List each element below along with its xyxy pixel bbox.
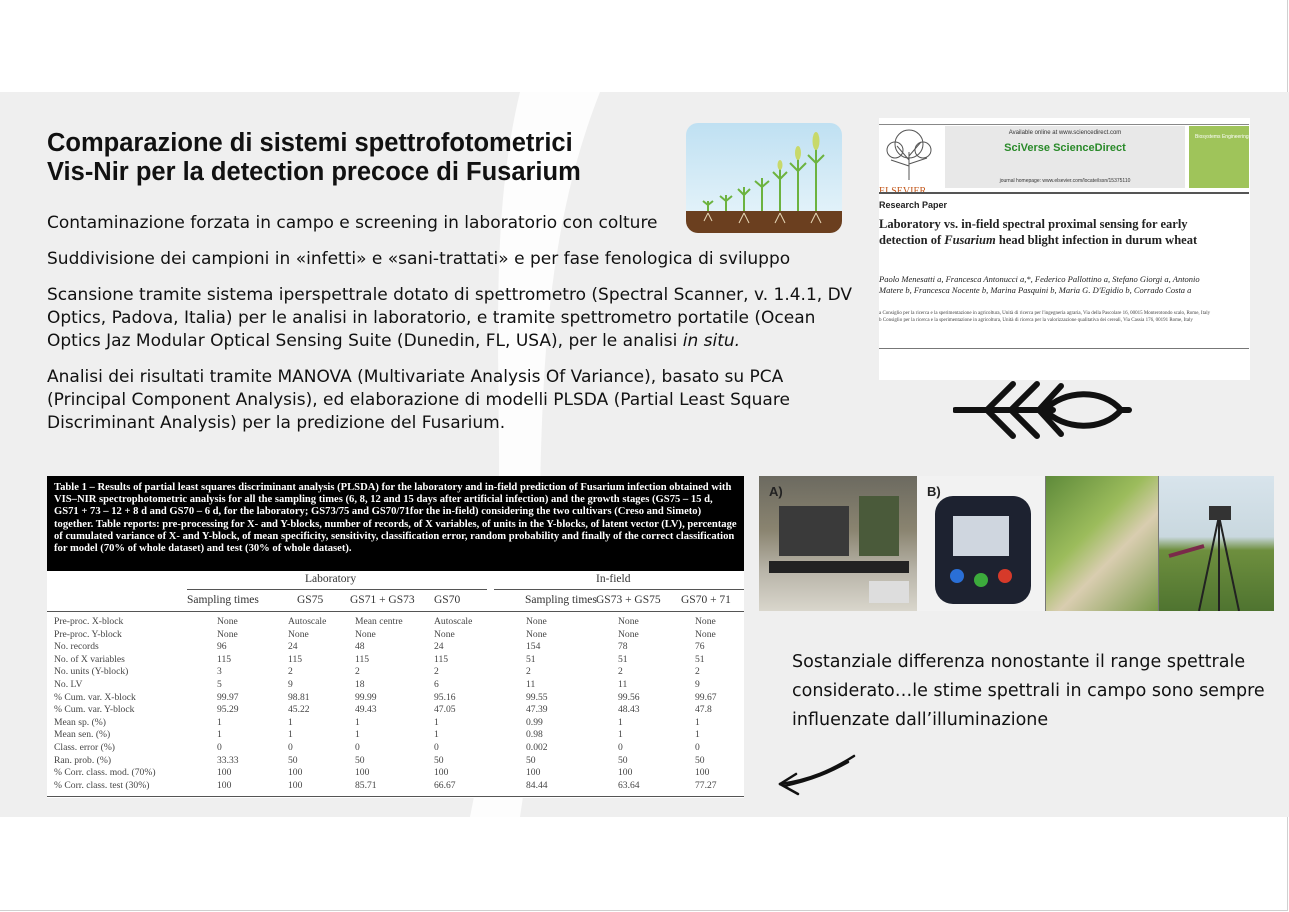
table-cell: 50 xyxy=(355,754,365,766)
table-cell: None xyxy=(695,616,716,627)
table-cell: 115 xyxy=(217,653,232,665)
table-cell: 50 xyxy=(695,754,705,766)
table-cell: 99.55 xyxy=(526,691,548,703)
table-cell: 99.67 xyxy=(695,691,717,703)
table-row-label: Mean sen. (%) xyxy=(54,729,111,741)
journal-homepage-text: journal homepage: www.elsevier.com/locate/issn/15375110 xyxy=(999,178,1131,184)
table-cell: 5 xyxy=(217,679,222,690)
table-row-label: No. of X variables xyxy=(54,653,125,665)
title-line-1: Comparazione di sistemi spettrofotometrici xyxy=(47,129,573,157)
table-cell: 100 xyxy=(695,767,710,779)
table-cell: 50 xyxy=(434,754,444,766)
column-header: Sampling times xyxy=(187,594,259,606)
table-cell: 50 xyxy=(288,754,298,766)
table-cell: 1 xyxy=(618,729,623,741)
table-cell: 51 xyxy=(695,653,705,665)
table-cell: 2 xyxy=(618,666,623,678)
table-cell: 0 xyxy=(217,742,222,753)
table-row-label: No. units (Y-block) xyxy=(54,666,129,678)
photo-label-b: B) xyxy=(927,484,941,499)
table-cell: 9 xyxy=(695,679,700,690)
table-cell: 3 xyxy=(217,666,222,678)
title-line-2: Vis-Nir per la detection precoce di Fusarium xyxy=(47,158,581,186)
table-cell: Autoscale xyxy=(288,616,327,627)
results-table xyxy=(47,476,744,798)
table-cell: 45.22 xyxy=(288,704,310,716)
table-cell: 98.81 xyxy=(288,691,310,703)
table-cell: 47.8 xyxy=(695,704,712,716)
table-cell: 51 xyxy=(618,653,628,665)
table-cell: None xyxy=(526,616,547,627)
paper-type: Research Paper xyxy=(879,200,948,210)
table-cell: 0 xyxy=(695,742,700,753)
field-tripod-photo xyxy=(1159,476,1274,611)
bullet-3-text: Scansione tramite sistema iperspettrale dotato di spettrometro (Spectral Scanner, v. 1.4.1, DV Optics, Padova, Italia) per le analisi in laboratorio, e tramite spettrometro portatile (Ocean Optics Jaz Modular Optical Sensing Suite (Dunedin, FL, USA), per le analisi xyxy=(47,285,853,351)
table-cell: 2 xyxy=(355,666,360,678)
table-cell: 1 xyxy=(355,729,360,741)
bullet-list xyxy=(47,212,867,448)
table-cell: None xyxy=(695,628,716,640)
column-header: GS70 xyxy=(434,594,461,606)
table-cell: 66.67 xyxy=(434,779,456,791)
table-cell: 96 xyxy=(217,641,227,653)
table-cell: 48.43 xyxy=(618,704,640,716)
table-cell: 154 xyxy=(526,641,541,653)
table-row-label: Pre-proc. X-block xyxy=(54,616,124,627)
bullet-3-italic: in situ. xyxy=(682,331,741,351)
column-header: Sampling times xyxy=(525,594,597,606)
table-cell: 99.56 xyxy=(618,691,640,703)
journal-cover-thumbnail: Biosystems Engineering xyxy=(1189,126,1249,188)
table-cell: 1 xyxy=(355,716,360,728)
table-cell: None xyxy=(618,628,639,640)
table-cell: 49.43 xyxy=(355,704,377,716)
table-cell: 100 xyxy=(288,779,303,791)
table-cell: Autoscale xyxy=(434,616,473,627)
group-rule-laboratory xyxy=(187,589,487,590)
elsevier-wordmark: ELSEVIER xyxy=(879,186,927,197)
table-cell: 0.99 xyxy=(526,716,543,728)
table-cell: None xyxy=(288,628,309,640)
portable-spectrometer-photo xyxy=(917,476,1045,611)
slide-title xyxy=(47,129,581,187)
table-cell: 99.99 xyxy=(355,691,377,703)
affiliation-a: a Consiglio per la ricerca e la sperimentazione in agricoltura, Unità di ricerca per l'ingegneria agraria, Via della Pascolare 16, 00015 Monterotondo scalo, Rome, Italy xyxy=(879,311,1211,316)
table-cell: 33.33 xyxy=(217,754,239,766)
table-cell: 24 xyxy=(434,641,444,653)
table-cell: 76 xyxy=(695,641,705,653)
column-header: GS70 + 71 xyxy=(681,594,731,606)
table-cell: 47.05 xyxy=(434,704,456,716)
bullet-4: Analisi dei risultati tramite MANOVA (Multivariate Analysis Of Variance), basato su PCA (Principal Component Analysis), ed elaborazione di modelli PLSDA (Partial Least Square Discriminant Analysis) per la predizione del Fusarium. xyxy=(47,367,790,433)
table-cell: 48 xyxy=(355,641,365,653)
arrow-left-icon xyxy=(770,752,860,806)
table-cell: Mean centre xyxy=(355,616,403,627)
table-cell: 100 xyxy=(618,767,633,779)
available-online-text: Available online at www.sciencedirect.com xyxy=(1008,130,1122,136)
table-cell: 1 xyxy=(288,729,293,741)
table-row-label: Ran. prob. (%) xyxy=(54,754,112,766)
table-cell: 115 xyxy=(355,653,370,665)
table-row-label: Mean sp. (%) xyxy=(54,716,106,728)
paper-header-image xyxy=(879,118,1250,380)
table-cell: 2 xyxy=(526,666,531,678)
table-row-label: % Corr. class. mod. (70%) xyxy=(54,767,156,779)
table-cell: 2 xyxy=(434,666,439,678)
table-cell: 1 xyxy=(217,716,222,728)
table-cell: 77.27 xyxy=(695,779,717,791)
table-cell: 100 xyxy=(217,767,232,779)
photo-label-a: A) xyxy=(769,484,783,499)
leaf-measurement-photo xyxy=(1046,476,1158,611)
table-cell: 95.16 xyxy=(434,691,456,703)
table-cell: 0.002 xyxy=(526,742,548,753)
table-cell: 0 xyxy=(434,742,439,753)
table-cell: 1 xyxy=(618,716,623,728)
table-caption: Table 1 – Results of partial least squares discriminant analysis (PLSDA) for the laboratory and in-field prediction of Fusarium infection obtained with VIS–NIR spectrophotometric analysis for all the sampling times (6, 8, 12 and 15 days after artificial infection) and the growth stages (GS75 – 15 d, GS71 + 73 – 12 + 8 d and GS70 – 6 d, for the laboratory; GS73/75 and GS70/71for the in-field) considering the two cultivars (Creso and Simeto) together. Table reports: pre-processing for X- and Y-blocks, number of records, of X variables, of units in the Y-blocks, of latent vector (LV), percentage of cumulated variance of X- and Y-block, of mean specificity, sensitivity, classification error, random probability and finally of the correct classification for model (70% of whole dataset) and test (30% of whole dataset). xyxy=(47,476,744,571)
table-cell: 11 xyxy=(618,679,628,690)
table-cell: 100 xyxy=(434,767,449,779)
table-cell: 0 xyxy=(355,742,360,753)
bullet-2: Suddivisione dei campioni in «infetti» e «sani-trattati» e per fase fenologica di sviluppo xyxy=(47,249,791,269)
table-cell: 50 xyxy=(618,754,628,766)
table-cell: 63.64 xyxy=(618,779,640,791)
group-header-laboratory: Laboratory xyxy=(305,573,357,585)
table-cell: 115 xyxy=(434,653,449,665)
sciverse-logo-text: SciVerse ScienceDirect xyxy=(1004,142,1126,154)
table-row-label: No. LV xyxy=(54,679,83,690)
table-cell: 18 xyxy=(355,679,365,690)
table-cell: 2 xyxy=(695,666,700,678)
table-cell: 1 xyxy=(695,729,700,741)
table-row-label: % Cum. var. Y-block xyxy=(54,704,135,716)
instrument-photos xyxy=(759,476,1274,611)
table-cell: 1 xyxy=(695,716,700,728)
table-cell: 0 xyxy=(618,742,623,753)
table-cell: 0 xyxy=(288,742,293,753)
table-cell: 100 xyxy=(355,767,370,779)
table-cell: 99.97 xyxy=(217,691,239,703)
table-row-label: % Corr. class. test (30%) xyxy=(54,779,150,791)
paper-affiliations xyxy=(879,310,1239,324)
table-cell: 50 xyxy=(526,754,536,766)
table-cell: 84.44 xyxy=(526,779,548,791)
paper-authors: Paolo Menesatti a, Francesca Antonucci a,*, Federico Pallottino a, Stefano Giorgi a, Antonio Matere b, Francesca Nocente b, Marina Pasquini b, Maria G. D'Egidio b, Corrado Costa a xyxy=(879,274,1200,295)
bottom-rule xyxy=(47,796,744,797)
bullet-1: Contaminazione forzata in campo e screening in laboratorio con colture xyxy=(47,213,658,233)
table-cell: 85.71 xyxy=(355,779,377,791)
table-cell: 1 xyxy=(217,729,222,741)
column-header: GS75 xyxy=(297,594,324,606)
table-cell: None xyxy=(355,628,376,640)
table-cell: 2 xyxy=(288,666,293,678)
table-cell: 47.39 xyxy=(526,704,548,716)
lab-scanner-photo xyxy=(759,476,917,611)
table-cell: 0.98 xyxy=(526,729,543,741)
paper-title: Laboratory vs. in-field spectral proximal sensing for early detection of Fusarium head blight infection in durum wheat xyxy=(879,217,1198,247)
sciencedirect-header xyxy=(945,126,1185,188)
table-cell: None xyxy=(217,628,238,640)
table-row-label: % Cum. var. X-block xyxy=(54,691,136,703)
table-cell: None xyxy=(526,628,547,640)
table-cell: 115 xyxy=(288,653,303,665)
column-header: GS71 + GS73 xyxy=(350,594,415,606)
table-cell: 9 xyxy=(288,679,293,690)
table-row-label: Class. error (%) xyxy=(54,742,116,753)
bullet-3 xyxy=(47,284,867,353)
table-cell: None xyxy=(217,616,238,627)
table-cell: None xyxy=(618,616,639,627)
group-header-in-field: In-field xyxy=(596,573,631,585)
table-cell: 1 xyxy=(288,716,293,728)
table-cell: 100 xyxy=(526,767,541,779)
column-header: GS73 + GS75 xyxy=(596,594,661,606)
table-cell: 1 xyxy=(434,729,439,741)
conclusion-note: Sostanziale differenza nonostante il range spettrale considerato…le stime spettrali in campo sono sempre influenzate dall’illuminazione xyxy=(792,652,1265,730)
table-row-label: No. records xyxy=(54,641,99,653)
table-row-label: Pre-proc. Y-block xyxy=(54,628,122,640)
header-rule xyxy=(47,611,744,612)
affiliation-b: b Consiglio per la ricerca e la sperimentazione in agricoltura, Unità di ricerca per la valorizzazione qualitativa dei cereali, Via Cassia 176, 00191 Rome, Italy xyxy=(879,318,1193,323)
wheat-logo-icon xyxy=(953,378,1133,446)
table-cell: 78 xyxy=(618,641,628,653)
table-cell: 11 xyxy=(526,679,536,690)
table-cell: 1 xyxy=(434,716,439,728)
table-cell: None xyxy=(434,628,455,640)
table-cell: 100 xyxy=(288,767,303,779)
table-cell: 24 xyxy=(288,641,298,653)
table-cell: 6 xyxy=(434,679,439,690)
group-rule-in-field xyxy=(494,589,744,590)
elsevier-tree-logo xyxy=(879,126,939,197)
table-cell: 51 xyxy=(526,653,536,665)
table-cell: 100 xyxy=(217,779,232,791)
table-cell: 95.29 xyxy=(217,704,239,716)
